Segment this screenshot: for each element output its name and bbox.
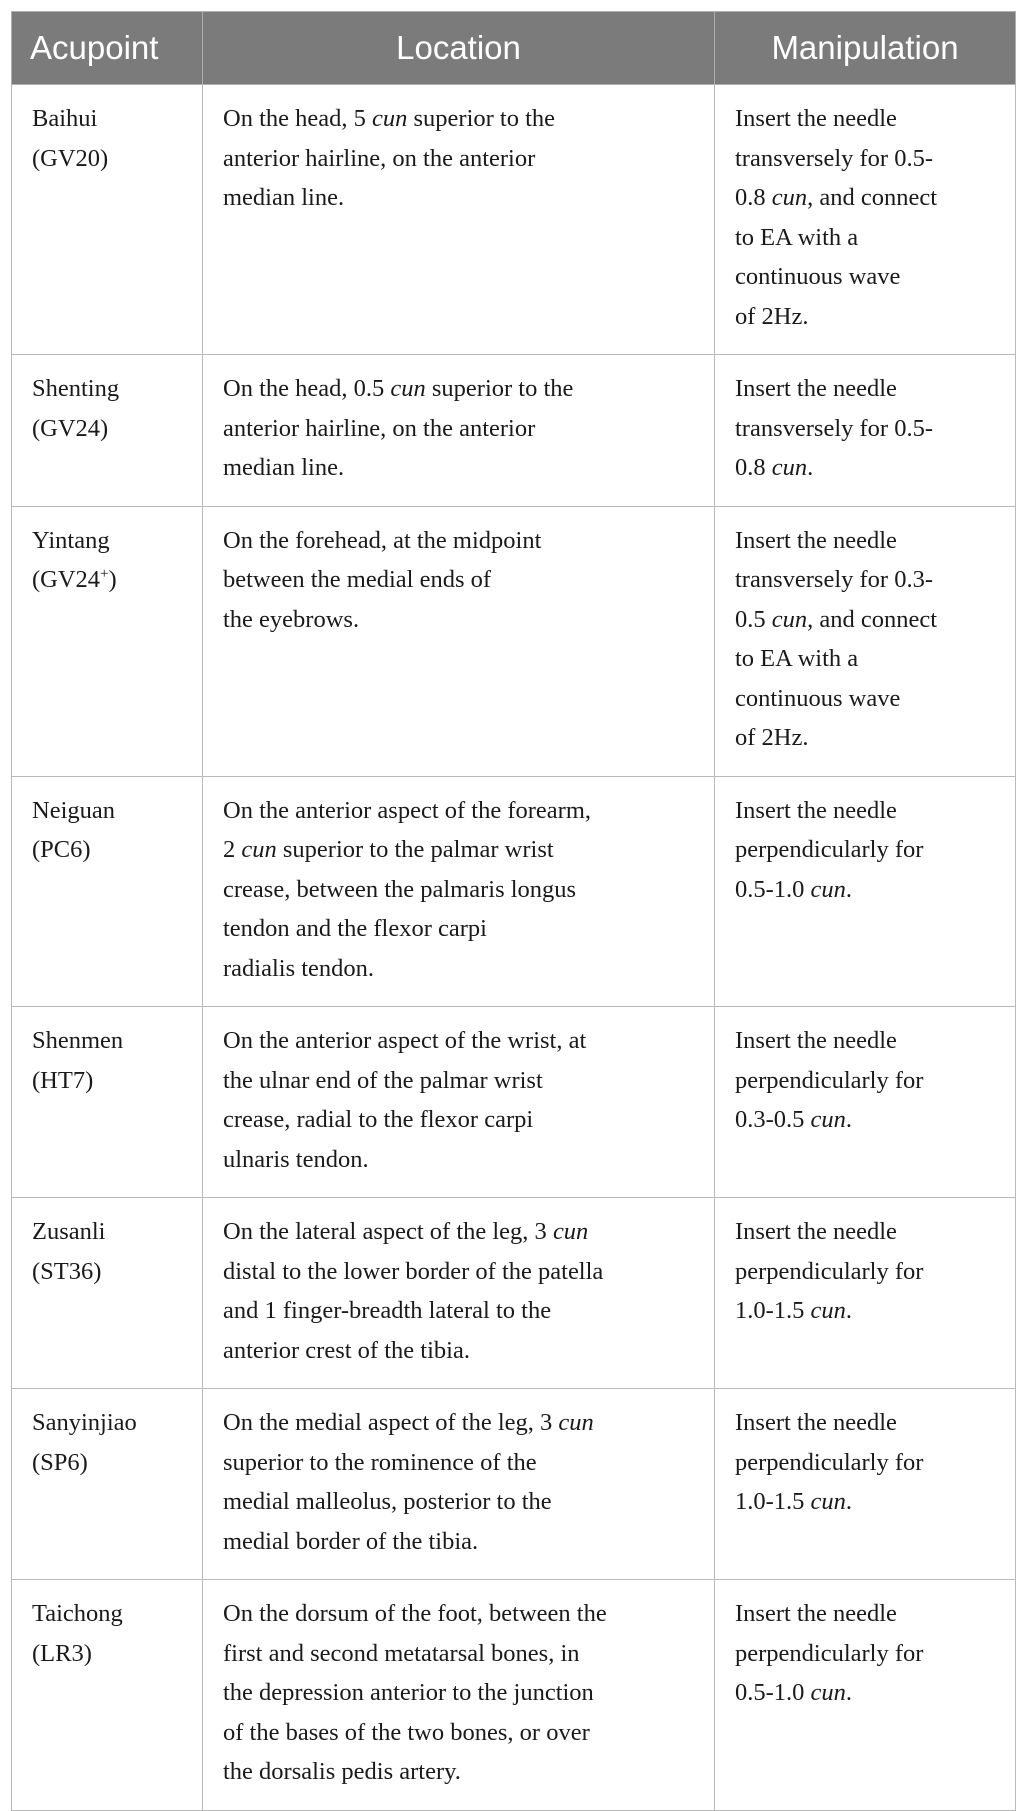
acupoint-table-container: [11, 11, 1015, 1811]
header-location: Location: [203, 12, 715, 85]
location-cell: On the forehead, at the midpoint between the medial ends of the eyebrows.: [203, 506, 715, 776]
manipulation-cell: Insert the needle transversely for 0.3- 0.5 cun, and connect to EA with a continuous wave of 2Hz.: [715, 506, 1016, 776]
acupoint-code: (ST36): [32, 1257, 102, 1285]
location-cell: On the head, 5 cun superior to the anterior hairline, on the anterior median line.: [203, 85, 715, 355]
acupoint-cell: [12, 85, 203, 355]
acupoint-name: Taichong: [32, 1600, 123, 1627]
table-row: [12, 1007, 1016, 1198]
table-row: [12, 85, 1016, 355]
table-row: [12, 776, 1016, 1007]
acupoint-name: Shenting: [32, 375, 120, 402]
table-row: [12, 1389, 1016, 1580]
manipulation-cell: Insert the needle perpendicularly for 0.3-0.5 cun.: [715, 1007, 1016, 1198]
acupoint-code: (SP6): [32, 1448, 88, 1476]
table-row: [12, 506, 1016, 776]
location-cell: On the dorsum of the foot, between the first and second metatarsal bones, in the depression anterior to the junction of the bases of the two bones, or over the dorsalis pedis artery.: [203, 1580, 715, 1811]
manipulation-cell: Insert the needle transversely for 0.5- 0.8 cun, and connect to EA with a continuous wave of 2Hz.: [715, 85, 1016, 355]
acupoint-code: (PC6): [32, 836, 91, 863]
acupoint-code: (LR3): [32, 1639, 92, 1667]
acupoint-cell: [12, 1007, 203, 1198]
acupoint-cell: [12, 1580, 203, 1811]
acupoint-name: Shenmen: [32, 1027, 124, 1054]
table-row: [12, 355, 1016, 507]
location-cell: On the medial aspect of the leg, 3 cun superior to the rominence of the medial malleolus, posterior to the medial border of the tibia.: [203, 1389, 715, 1580]
acupoint-cell: [12, 776, 203, 1007]
location-cell: On the lateral aspect of the leg, 3 cun distal to the lower border of the patella and 1 finger-breadth lateral to the anterior crest of the tibia.: [203, 1198, 715, 1389]
table-body: [12, 85, 1016, 1811]
manipulation-cell: Insert the needle perpendicularly for 1.0-1.5 cun.: [715, 1198, 1016, 1389]
acupoint-cell: [12, 355, 203, 507]
acupoint-code: (HT7): [32, 1066, 94, 1094]
location-cell: On the anterior aspect of the forearm, 2 cun superior to the palmar wrist crease, between the palmaris longus tendon and the flexor carpi radialis tendon.: [203, 776, 715, 1007]
header-row: [12, 12, 1016, 85]
table-row: [12, 1580, 1016, 1811]
acupoint-cell: [12, 1389, 203, 1580]
table-header: [12, 12, 1016, 85]
header-manipulation: Manipulation: [715, 12, 1016, 85]
manipulation-cell: Insert the needle perpendicularly for 0.5-1.0 cun.: [715, 1580, 1016, 1811]
acupoint-code: (GV24): [32, 414, 109, 442]
table-row: [12, 1198, 1016, 1389]
acupoint-code: (GV24+): [32, 566, 117, 593]
location-cell: On the head, 0.5 cun superior to the anterior hairline, on the anterior median line.: [203, 355, 715, 507]
acupoint-name: Neiguan: [32, 796, 115, 824]
manipulation-cell: Insert the needle transversely for 0.5- 0.8 cun.: [715, 355, 1016, 507]
acupoint-table: [11, 11, 1016, 1811]
acupoint-cell: [12, 1198, 203, 1389]
acupoint-name: Sanyinjiao: [32, 1409, 137, 1436]
acupoint-cell: [12, 506, 203, 776]
location-cell: On the anterior aspect of the wrist, at the ulnar end of the palmar wrist crease, radial to the flexor carpi ulnaris tendon.: [203, 1007, 715, 1198]
header-acupoint: Acupoint: [12, 12, 203, 85]
acupoint-name: Baihui: [32, 105, 98, 132]
manipulation-cell: Insert the needle perpendicularly for 1.0-1.5 cun.: [715, 1389, 1016, 1580]
acupoint-code: (GV20): [32, 144, 109, 172]
manipulation-cell: Insert the needle perpendicularly for 0.5-1.0 cun.: [715, 776, 1016, 1007]
acupoint-name: Yintang: [32, 526, 110, 554]
acupoint-name: Zusanli: [32, 1218, 106, 1245]
